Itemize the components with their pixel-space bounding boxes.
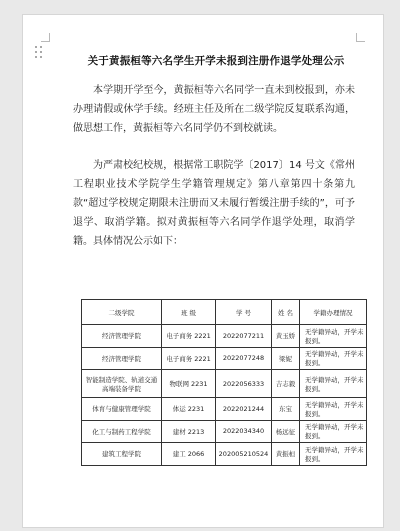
table-row [82, 443, 367, 466]
cell-student-id: 2022077211 [216, 325, 272, 348]
cell-student-id: 2022021244 [216, 398, 272, 421]
cell-name: 黄玉娇 [272, 325, 300, 348]
paragraph-1: 本学期开学至今，黄振桓等六名同学一直未到校报到，亦未办理请假或休学手续。经班主任及所在二级学院反复联系沟通，做思想工作，黄振桓等六名同学仍不到校就读。 [73, 85, 355, 134]
cell-class: 建工 2066 [162, 443, 216, 466]
cell-college: 智能制造学院、轨道交通高端装备学院 [82, 370, 162, 398]
drag-handle-icon[interactable] [35, 46, 43, 58]
cell-student-id: 2022056333 [216, 370, 272, 398]
table-row [82, 398, 367, 421]
header-student-id: 学 号 [216, 300, 272, 325]
page-margin-corner-top-right [356, 33, 365, 42]
page-margin-corner-top-left [41, 33, 50, 42]
header-class: 班 级 [162, 300, 216, 325]
document-title: 关于黄振桓等六名学生开学未报到注册作退学处理公示 [87, 55, 345, 67]
cell-college: 体育与健康管理学院 [82, 398, 162, 421]
cell-student-id: 2022034340 [216, 420, 272, 443]
cell-name: 吉志毅 [272, 370, 300, 398]
cell-class: 体运 2231 [162, 398, 216, 421]
header-name: 姓 名 [272, 300, 300, 325]
table-row [82, 325, 367, 348]
table-row [82, 370, 367, 398]
cell-class: 物联网 2231 [162, 370, 216, 398]
cell-college: 经济管理学院 [82, 347, 162, 370]
cell-status: 无学籍异动，开学未报到。 [300, 398, 367, 421]
cell-college: 经济管理学院 [82, 325, 162, 348]
student-table [81, 299, 367, 466]
cell-class: 电子商务 2221 [162, 325, 216, 348]
table-row [82, 420, 367, 443]
document-page [22, 14, 384, 528]
cell-college: 建筑工程学院 [82, 443, 162, 466]
cell-status: 无学籍异动，开学未报到。 [300, 370, 367, 398]
cell-status: 无学籍异动，开学未报到。 [300, 420, 367, 443]
cell-status: 无学籍异动，开学未报到。 [300, 443, 367, 466]
cell-college: 化工与制药工程学院 [82, 420, 162, 443]
table-row [82, 347, 367, 370]
cell-student-id: 2022077248 [216, 347, 272, 370]
header-college: 二级学院 [82, 300, 162, 325]
paragraph-2: 为严肃校纪校规，根据常工职院学〔2017〕14 号文《常州工程职业技术学院学生学籍管理规定》第八章第四十条第九款“超过学校规定期限未注册而又未履行暂缓注册手续的”，可予退学、取消学籍。拟对黄振桓等六名同学作退学处理，取消学籍。具体情况公示如下： [73, 160, 355, 247]
cell-status: 无学籍异动，开学未报到。 [300, 325, 367, 348]
cell-name: 黄振桓 [272, 443, 300, 466]
cell-status: 无学籍异动，开学未报到。 [300, 347, 367, 370]
header-status: 学籍办理情况 [300, 300, 367, 325]
table-header-row [82, 300, 367, 325]
cell-name: 杨远征 [272, 420, 300, 443]
cell-class: 电子商务 2221 [162, 347, 216, 370]
cell-student-id: 202005210524 [216, 443, 272, 466]
cell-name: 梁妮 [272, 347, 300, 370]
cell-name: 东宝 [272, 398, 300, 421]
cell-class: 建材 2213 [162, 420, 216, 443]
